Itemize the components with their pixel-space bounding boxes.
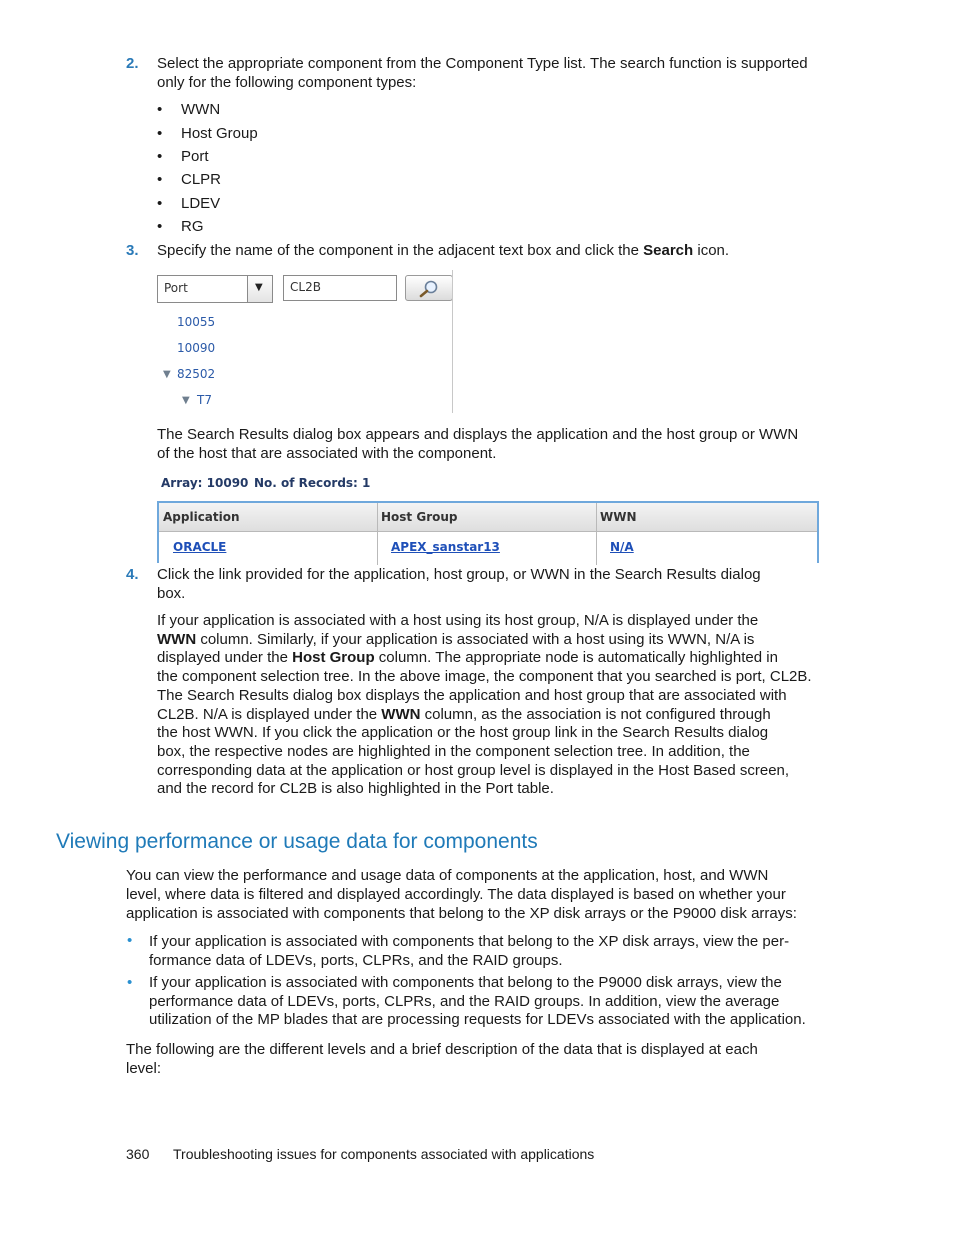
section-intro: You can view the performance and usage data of components at the application, host, and WWN level, where data is filtered and displayed accordingly. The data displayed is based on whether your application is associated with components that belong to the XP disk arrays or the P9000 disk arrays: — [126, 867, 797, 922]
bullet-icon: • — [127, 932, 133, 949]
step-number: 2. — [126, 55, 139, 72]
search-results-screenshot — [157, 473, 821, 565]
column-header: Host Group — [381, 510, 458, 524]
search-screenshot — [155, 270, 455, 415]
tree-node[interactable]: 10055 — [177, 315, 216, 329]
bullet-icon: • — [157, 125, 163, 142]
list-item: CLPR — [181, 171, 222, 188]
results-description: The Search Results dialog box appears and displays the application and the host group or WWN of the host that are associated with the component. — [157, 426, 799, 462]
step-number: 4. — [126, 566, 139, 583]
step-number: 3. — [126, 242, 139, 259]
dropdown-button[interactable] — [247, 276, 272, 302]
step-text: Click the link provided for the application, host group, or WWN in the Search Results dialog box. — [157, 566, 761, 602]
list-item: WWN — [181, 101, 221, 118]
panel-divider — [452, 270, 453, 413]
component-type-select[interactable] — [157, 275, 273, 303]
list-item: Port — [181, 148, 209, 165]
list-item: RG — [181, 218, 204, 235]
section-heading: Viewing performance or usage data for components — [56, 830, 538, 853]
footer-title: Troubleshooting issues for components associated with applications — [173, 1146, 595, 1162]
bullet-icon: • — [157, 218, 163, 235]
wwn-link[interactable]: N/A — [610, 540, 634, 554]
column-divider — [377, 503, 378, 565]
column-header: Application — [163, 510, 240, 524]
list-item: If your application is associated with components that belong to the P9000 disk arrays, view the performance data of LDEVs, ports, CLPRs, and the RAID groups. In addition, view the average utilization of the MP blades that are processing requests for LDEVs associated with the application. — [149, 974, 806, 1028]
expand-arrow-icon[interactable]: ▼ — [163, 369, 171, 380]
component-name-input[interactable] — [283, 275, 397, 301]
expand-arrow-icon[interactable]: ▼ — [182, 395, 190, 406]
column-header: WWN — [600, 510, 637, 524]
bullet-icon: • — [157, 171, 163, 188]
page-number: 360 — [126, 1146, 150, 1162]
tree-node[interactable]: 10090 — [177, 341, 216, 355]
host-group-link[interactable]: APEX_sanstar13 — [391, 540, 500, 554]
list-item: LDEV — [181, 195, 221, 212]
bullet-icon: • — [157, 195, 163, 212]
application-link[interactable]: ORACLE — [173, 540, 227, 554]
bullet-icon: • — [157, 148, 163, 165]
bullet-icon: • — [127, 974, 133, 991]
table-header — [159, 503, 817, 532]
search-icon — [406, 276, 452, 300]
tree-node[interactable]: T7 — [197, 393, 212, 407]
list-item: Host Group — [181, 125, 258, 142]
step-text: Select the appropriate component from the Component Type list. The search function is supported only for the following component types: — [157, 55, 808, 91]
bullet-icon: • — [157, 101, 163, 118]
tree-node[interactable]: 82502 — [177, 367, 216, 381]
chevron-down-icon: ▼ — [255, 282, 263, 293]
array-label: Array: 10090 — [161, 476, 249, 490]
step4-explanation: If your application is associated with a host using its host group, N/A is displayed under the WWN column. Similarly, if your application is associated with a host using its WWN, N/A is displayed under the Host Group column. The appropriate node is automatically highlighted in the component selection tree. In the above image, the component that you searched is port, CL2B. The Search Results dialog box displays the application and host group that are associated with CL2B. N/A is displayed under the WWN column, as the association is not configured through the host WWN. If you click the application or the host group link in the Search Results dialog box, the respective nodes are highlighted in the component selection tree. In addition, the corresponding data at the application or host group level is displayed in the Host Based screen, and the record for CL2B is also highlighted in the Port table. — [157, 612, 812, 798]
search-button[interactable] — [405, 275, 453, 301]
results-table — [157, 501, 819, 563]
list-item: If your application is associated with components that belong to the XP disk arrays, view the per- formance data of LDEVs, ports, CLPRs, and the RAID groups. — [149, 933, 790, 969]
select-value: Port — [164, 281, 188, 295]
input-value: CL2B — [290, 280, 321, 294]
column-divider — [596, 503, 597, 565]
closing-paragraph: The following are the different levels and a brief description of the data that is displayed at each level: — [126, 1041, 758, 1077]
records-label: No. of Records: 1 — [254, 476, 371, 490]
step-text: Specify the name of the component in the adjacent text box and click the Search icon. — [157, 242, 730, 259]
